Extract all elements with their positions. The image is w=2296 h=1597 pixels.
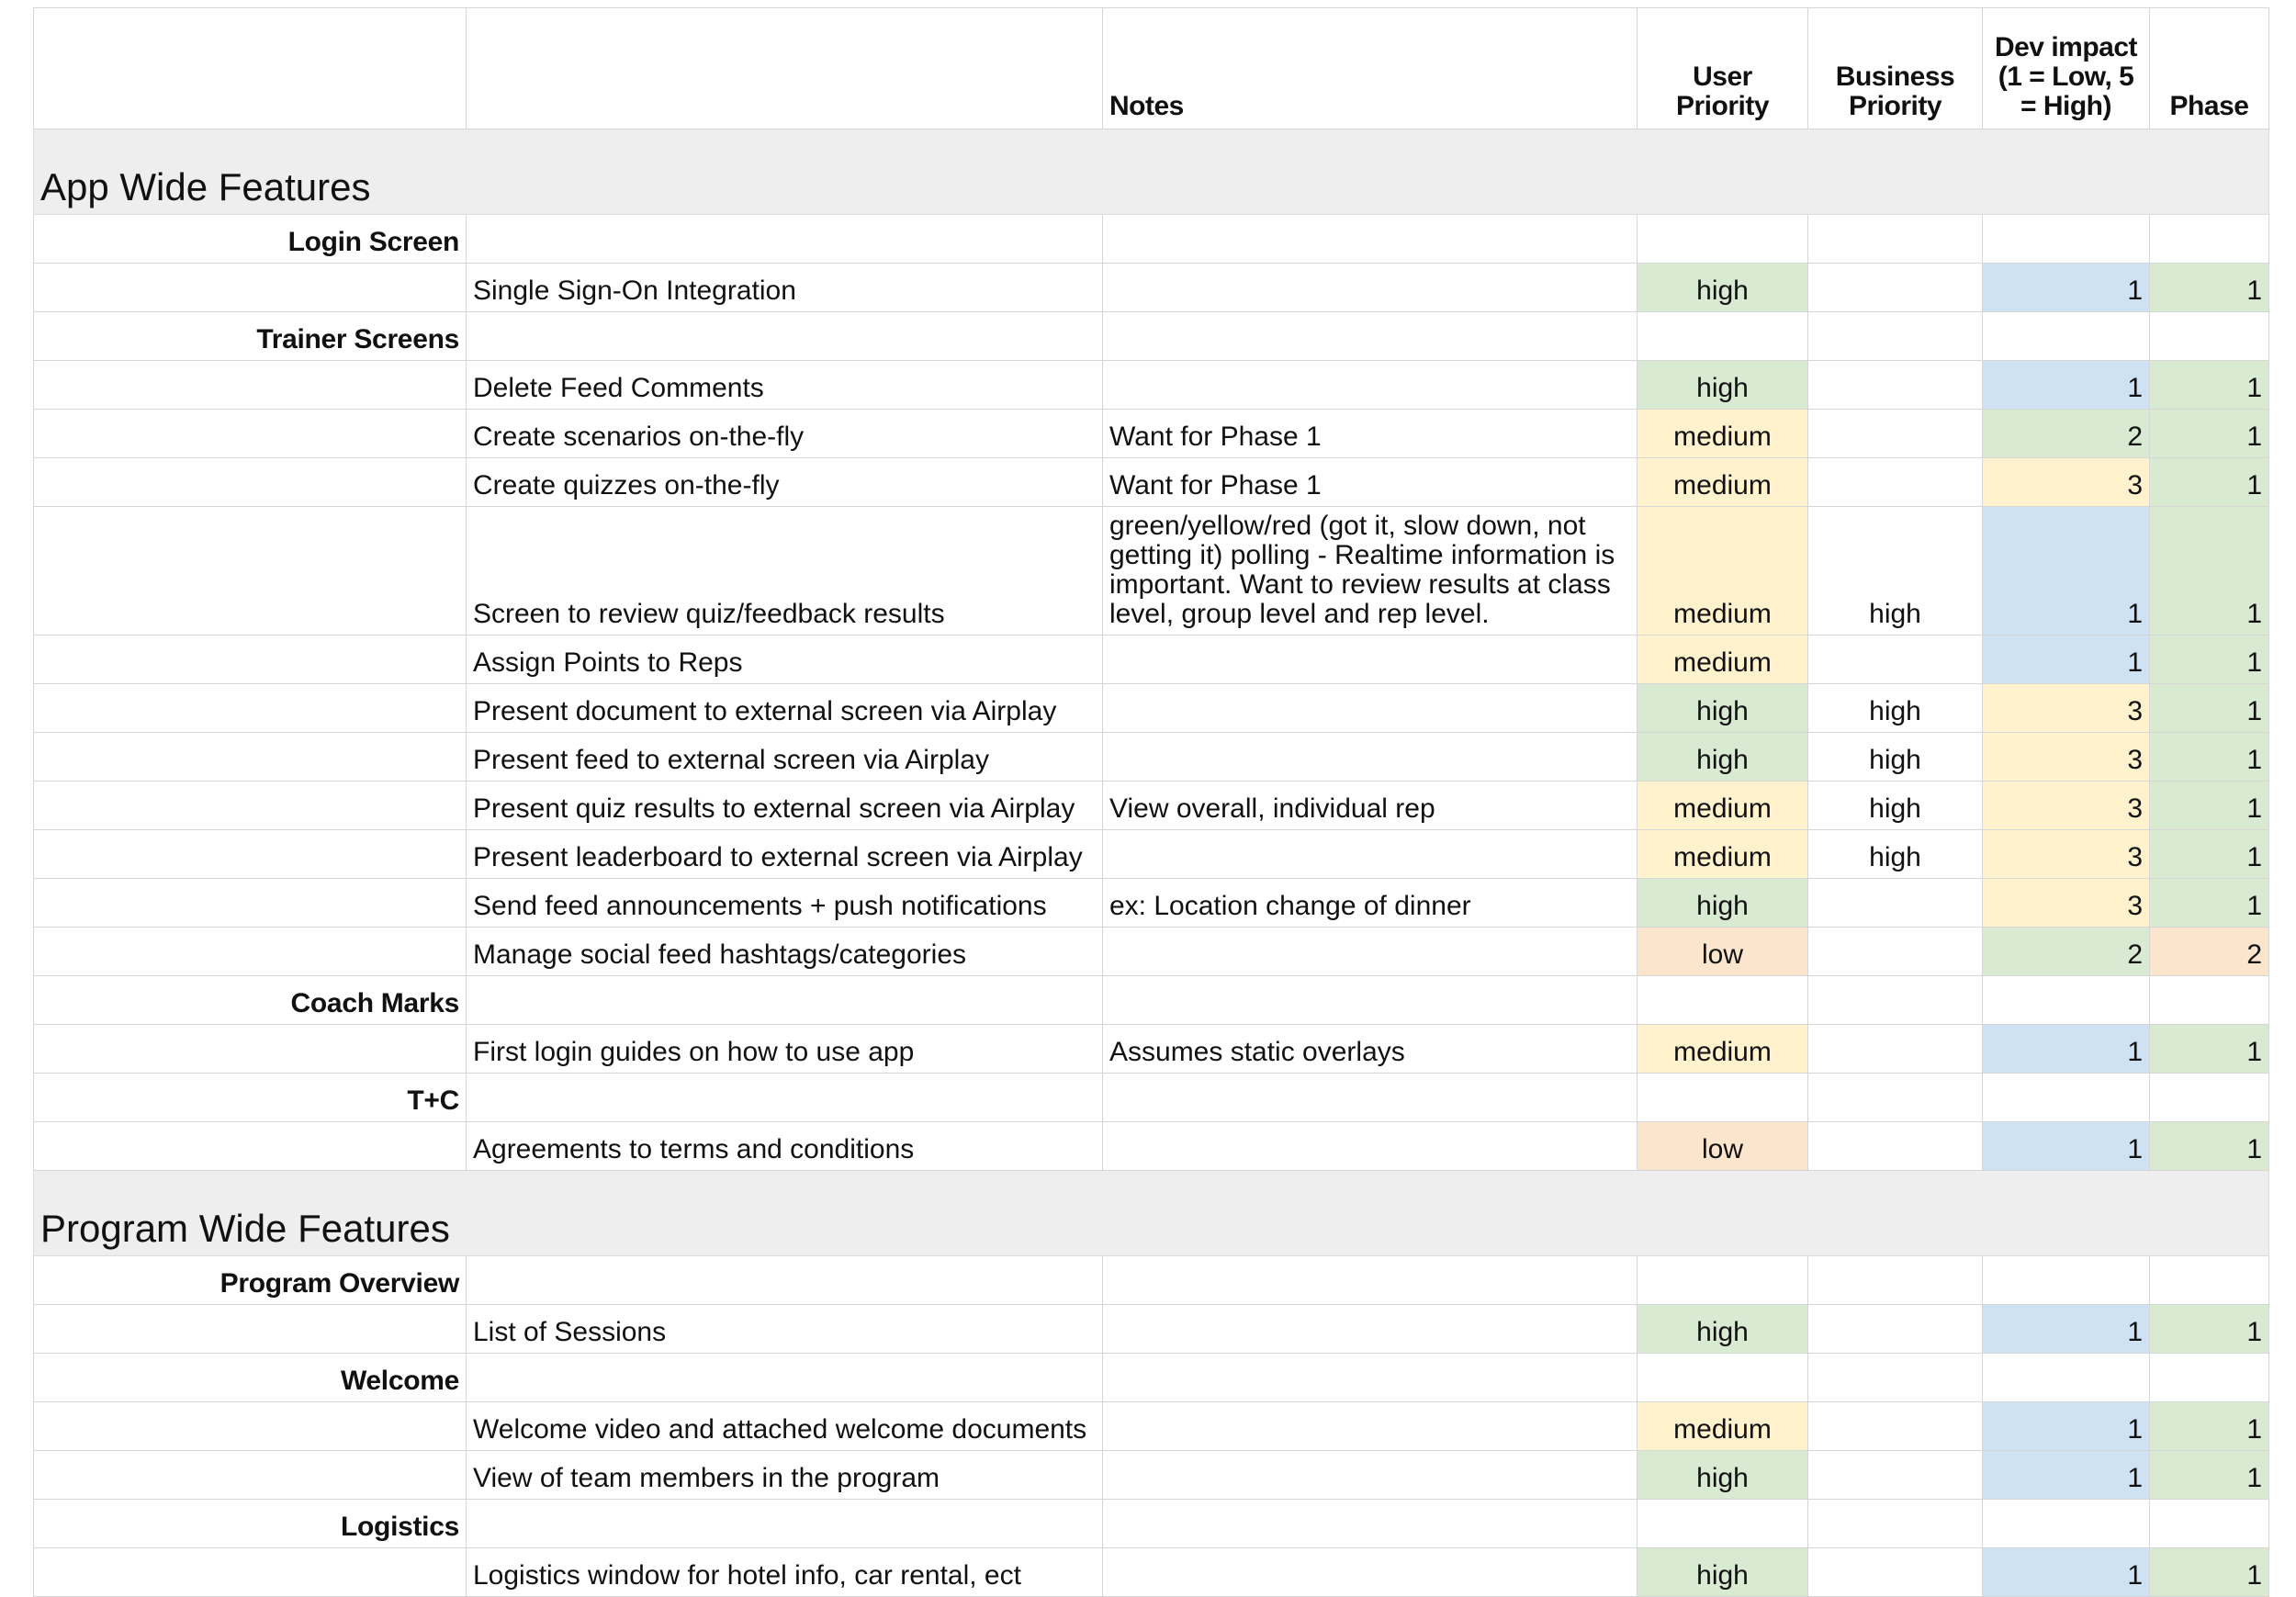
feature-row xyxy=(34,361,2269,410)
dev-impact-cell[interactable]: 1 xyxy=(1983,1402,2150,1451)
feature-notes[interactable] xyxy=(1103,928,1638,976)
group-row xyxy=(34,1074,2269,1122)
business-priority-cell[interactable] xyxy=(1808,264,1983,312)
feature-name[interactable]: Delete Feed Comments xyxy=(467,361,1103,410)
empty-cell[interactable] xyxy=(34,1305,467,1354)
empty-cell[interactable] xyxy=(34,1451,467,1500)
group-name[interactable]: Login Screen xyxy=(34,215,467,264)
dev-impact-cell[interactable]: 2 xyxy=(1983,410,2150,458)
group-row xyxy=(34,1256,2269,1305)
dev-impact-cell[interactable]: 1 xyxy=(1983,1025,2150,1074)
feature-notes[interactable] xyxy=(1103,635,1638,684)
empty-cell[interactable] xyxy=(2150,1074,2269,1122)
empty-cell[interactable] xyxy=(467,1074,1103,1122)
business-priority-cell[interactable] xyxy=(1808,1548,1983,1597)
feature-name[interactable]: List of Sessions xyxy=(467,1305,1103,1354)
header-cell-empty[interactable] xyxy=(467,8,1103,129)
group-row xyxy=(34,215,2269,264)
dev-impact-cell[interactable]: 3 xyxy=(1983,684,2150,733)
feature-notes[interactable] xyxy=(1103,1402,1638,1451)
feature-name[interactable]: Manage social feed hashtags/categories xyxy=(467,928,1103,976)
feature-row xyxy=(34,1122,2269,1171)
empty-cell[interactable] xyxy=(1808,976,1983,1025)
user-priority-cell[interactable]: medium xyxy=(1638,782,1808,830)
feature-row xyxy=(34,1451,2269,1500)
feature-name[interactable]: Present leaderboard to external screen via Airplay xyxy=(467,830,1103,879)
empty-cell[interactable] xyxy=(2150,215,2269,264)
feature-name[interactable]: Send feed announcements + push notifications xyxy=(467,879,1103,928)
feature-row xyxy=(34,928,2269,976)
dev-impact-cell[interactable]: 1 xyxy=(1983,507,2150,635)
empty-cell[interactable] xyxy=(1638,1256,1808,1305)
business-priority-cell[interactable] xyxy=(1808,361,1983,410)
empty-cell[interactable] xyxy=(1808,1500,1983,1548)
feature-notes[interactable] xyxy=(1103,1122,1638,1171)
feature-name[interactable]: Screen to review quiz/feedback results xyxy=(467,507,1103,635)
header-notes[interactable]: Notes xyxy=(1103,8,1638,129)
feature-notes[interactable]: green/yellow/red (got it, slow down, not getting it) polling - Realtime information is important. Want to review results at class level, group level and rep level. xyxy=(1103,507,1638,635)
feature-row xyxy=(34,635,2269,684)
empty-cell[interactable] xyxy=(1638,976,1808,1025)
dev-impact-cell[interactable]: 3 xyxy=(1983,782,2150,830)
empty-cell[interactable] xyxy=(34,361,467,410)
header-dev-impact[interactable]: Dev impact (1 = Low, 5 = High) xyxy=(1983,8,2150,129)
empty-cell[interactable] xyxy=(1638,1500,1808,1548)
business-priority-cell[interactable] xyxy=(1808,1451,1983,1500)
feature-notes[interactable]: Want for Phase 1 xyxy=(1103,458,1638,507)
feature-row xyxy=(34,1025,2269,1074)
empty-cell[interactable] xyxy=(34,1025,467,1074)
feature-spreadsheet xyxy=(33,7,2269,1597)
phase-cell[interactable]: 1 xyxy=(2150,1451,2269,1500)
empty-cell[interactable] xyxy=(1808,1256,1983,1305)
empty-cell[interactable] xyxy=(1103,976,1638,1025)
feature-name[interactable]: Agreements to terms and conditions xyxy=(467,1122,1103,1171)
feature-row xyxy=(34,830,2269,879)
user-priority-cell[interactable]: high xyxy=(1638,361,1808,410)
dev-impact-cell[interactable]: 3 xyxy=(1983,733,2150,782)
feature-row xyxy=(34,733,2269,782)
phase-cell[interactable]: 1 xyxy=(2150,1305,2269,1354)
group-row xyxy=(34,312,2269,361)
user-priority-cell[interactable]: medium xyxy=(1638,410,1808,458)
user-priority-cell[interactable]: medium xyxy=(1638,635,1808,684)
group-name[interactable]: Coach Marks xyxy=(34,976,467,1025)
phase-cell[interactable]: 1 xyxy=(2150,635,2269,684)
feature-row xyxy=(34,264,2269,312)
phase-cell[interactable]: 1 xyxy=(2150,507,2269,635)
empty-cell[interactable] xyxy=(467,312,1103,361)
empty-cell[interactable] xyxy=(1638,312,1808,361)
business-priority-cell[interactable] xyxy=(1808,928,1983,976)
feature-notes[interactable]: ex: Location change of dinner xyxy=(1103,879,1638,928)
business-priority-cell[interactable]: high xyxy=(1808,830,1983,879)
empty-cell[interactable] xyxy=(34,782,467,830)
dev-impact-cell[interactable]: 2 xyxy=(1983,928,2150,976)
feature-notes[interactable] xyxy=(1103,361,1638,410)
header-row xyxy=(34,8,2269,129)
section-row xyxy=(34,1171,2269,1256)
section-row xyxy=(34,129,2269,215)
user-priority-cell[interactable]: low xyxy=(1638,928,1808,976)
group-name[interactable]: T+C xyxy=(34,1074,467,1122)
header-user-priority[interactable]: User Priority xyxy=(1638,8,1808,129)
business-priority-cell[interactable] xyxy=(1808,635,1983,684)
feature-name[interactable]: Present feed to external screen via Airplay xyxy=(467,733,1103,782)
user-priority-cell[interactable]: high xyxy=(1638,879,1808,928)
empty-cell[interactable] xyxy=(34,1548,467,1597)
business-priority-cell[interactable] xyxy=(1808,1122,1983,1171)
feature-name[interactable]: Welcome video and attached welcome documents xyxy=(467,1402,1103,1451)
dev-impact-cell[interactable]: 1 xyxy=(1983,1451,2150,1500)
empty-cell[interactable] xyxy=(1103,1256,1638,1305)
phase-cell[interactable]: 1 xyxy=(2150,684,2269,733)
empty-cell[interactable] xyxy=(1983,215,2150,264)
empty-cell[interactable] xyxy=(34,410,467,458)
feature-notes[interactable] xyxy=(1103,264,1638,312)
empty-cell[interactable] xyxy=(34,830,467,879)
feature-row xyxy=(34,507,2269,635)
feature-row xyxy=(34,410,2269,458)
empty-cell[interactable] xyxy=(34,879,467,928)
empty-cell[interactable] xyxy=(34,1402,467,1451)
empty-cell[interactable] xyxy=(1638,1354,1808,1402)
group-row xyxy=(34,1354,2269,1402)
empty-cell[interactable] xyxy=(1103,215,1638,264)
dev-impact-cell[interactable]: 3 xyxy=(1983,830,2150,879)
feature-notes[interactable] xyxy=(1103,830,1638,879)
feature-row xyxy=(34,684,2269,733)
feature-notes[interactable] xyxy=(1103,1305,1638,1354)
empty-cell[interactable] xyxy=(1103,312,1638,361)
empty-cell[interactable] xyxy=(467,976,1103,1025)
user-priority-cell[interactable]: high xyxy=(1638,1548,1808,1597)
feature-name[interactable]: Present document to external screen via Airplay xyxy=(467,684,1103,733)
business-priority-cell[interactable]: high xyxy=(1808,507,1983,635)
business-priority-cell[interactable]: high xyxy=(1808,733,1983,782)
business-priority-cell[interactable] xyxy=(1808,1025,1983,1074)
phase-cell[interactable]: 2 xyxy=(2150,928,2269,976)
phase-cell[interactable]: 1 xyxy=(2150,879,2269,928)
header-business-priority[interactable]: Business Priority xyxy=(1808,8,1983,129)
feature-notes[interactable]: Assumes static overlays xyxy=(1103,1025,1638,1074)
header-cell-empty[interactable] xyxy=(34,8,467,129)
feature-row xyxy=(34,1402,2269,1451)
empty-cell[interactable] xyxy=(1983,976,2150,1025)
user-priority-cell[interactable]: medium xyxy=(1638,1402,1808,1451)
phase-cell[interactable]: 1 xyxy=(2150,458,2269,507)
empty-cell[interactable] xyxy=(1983,1074,2150,1122)
empty-cell[interactable] xyxy=(34,928,467,976)
business-priority-cell[interactable] xyxy=(1808,879,1983,928)
empty-cell[interactable] xyxy=(1983,1354,2150,1402)
dev-impact-cell[interactable]: 1 xyxy=(1983,1305,2150,1354)
feature-row xyxy=(34,782,2269,830)
user-priority-cell[interactable]: high xyxy=(1638,684,1808,733)
dev-impact-cell[interactable]: 1 xyxy=(1983,264,2150,312)
empty-cell[interactable] xyxy=(1808,215,1983,264)
feature-notes[interactable]: View overall, individual rep xyxy=(1103,782,1638,830)
empty-cell[interactable] xyxy=(1983,1256,2150,1305)
group-name[interactable]: Trainer Screens xyxy=(34,312,467,361)
group-row xyxy=(34,976,2269,1025)
header-phase[interactable]: Phase xyxy=(2150,8,2269,129)
empty-cell[interactable] xyxy=(467,1256,1103,1305)
section-title[interactable]: Program Wide Features xyxy=(34,1171,2269,1256)
business-priority-cell[interactable] xyxy=(1808,1402,1983,1451)
empty-cell[interactable] xyxy=(34,507,467,635)
empty-cell[interactable] xyxy=(1103,1074,1638,1122)
user-priority-cell[interactable]: high xyxy=(1638,264,1808,312)
feature-row xyxy=(34,458,2269,507)
phase-cell[interactable]: 1 xyxy=(2150,410,2269,458)
empty-cell[interactable] xyxy=(1103,1354,1638,1402)
empty-cell[interactable] xyxy=(1808,1074,1983,1122)
user-priority-cell[interactable]: high xyxy=(1638,733,1808,782)
empty-cell[interactable] xyxy=(2150,976,2269,1025)
dev-impact-cell[interactable]: 3 xyxy=(1983,879,2150,928)
empty-cell[interactable] xyxy=(34,264,467,312)
empty-cell[interactable] xyxy=(34,458,467,507)
feature-notes[interactable] xyxy=(1103,684,1638,733)
empty-cell[interactable] xyxy=(1808,1354,1983,1402)
feature-notes[interactable] xyxy=(1103,1548,1638,1597)
feature-name[interactable]: Create quizzes on-the-fly xyxy=(467,458,1103,507)
feature-name[interactable]: First login guides on how to use app xyxy=(467,1025,1103,1074)
empty-cell[interactable] xyxy=(1103,1500,1638,1548)
user-priority-cell[interactable]: medium xyxy=(1638,1025,1808,1074)
feature-row xyxy=(34,1548,2269,1597)
phase-cell[interactable]: 1 xyxy=(2150,1122,2269,1171)
user-priority-cell[interactable]: medium xyxy=(1638,830,1808,879)
dev-impact-cell[interactable]: 1 xyxy=(1983,1548,2150,1597)
group-name[interactable]: Logistics xyxy=(34,1500,467,1548)
empty-cell[interactable] xyxy=(467,1500,1103,1548)
dev-impact-cell[interactable]: 3 xyxy=(1983,458,2150,507)
business-priority-cell[interactable] xyxy=(1808,1305,1983,1354)
empty-cell[interactable] xyxy=(34,733,467,782)
empty-cell[interactable] xyxy=(2150,1500,2269,1548)
empty-cell[interactable] xyxy=(1638,1074,1808,1122)
empty-cell[interactable] xyxy=(1808,312,1983,361)
user-priority-cell[interactable]: high xyxy=(1638,1305,1808,1354)
user-priority-cell[interactable]: high xyxy=(1638,1451,1808,1500)
phase-cell[interactable]: 1 xyxy=(2150,361,2269,410)
empty-cell[interactable] xyxy=(34,684,467,733)
feature-name[interactable]: View of team members in the program xyxy=(467,1451,1103,1500)
empty-cell[interactable] xyxy=(2150,1354,2269,1402)
business-priority-cell[interactable] xyxy=(1808,458,1983,507)
empty-cell[interactable] xyxy=(1638,215,1808,264)
feature-notes[interactable] xyxy=(1103,733,1638,782)
user-priority-cell[interactable]: low xyxy=(1638,1122,1808,1171)
empty-cell[interactable] xyxy=(2150,312,2269,361)
business-priority-cell[interactable]: high xyxy=(1808,684,1983,733)
empty-cell[interactable] xyxy=(1983,312,2150,361)
feature-notes[interactable] xyxy=(1103,1451,1638,1500)
empty-cell[interactable] xyxy=(467,1354,1103,1402)
feature-name[interactable]: Logistics window for hotel info, car rental, ect xyxy=(467,1548,1103,1597)
dev-impact-cell[interactable]: 1 xyxy=(1983,635,2150,684)
feature-notes[interactable]: Want for Phase 1 xyxy=(1103,410,1638,458)
phase-cell[interactable]: 1 xyxy=(2150,733,2269,782)
dev-impact-cell[interactable]: 1 xyxy=(1983,1122,2150,1171)
phase-cell[interactable]: 1 xyxy=(2150,264,2269,312)
feature-row xyxy=(34,879,2269,928)
phase-cell[interactable]: 1 xyxy=(2150,782,2269,830)
group-name[interactable]: Welcome xyxy=(34,1354,467,1402)
group-name[interactable]: Program Overview xyxy=(34,1256,467,1305)
empty-cell[interactable] xyxy=(1983,1500,2150,1548)
phase-cell[interactable]: 1 xyxy=(2150,830,2269,879)
empty-cell[interactable] xyxy=(34,1122,467,1171)
group-row xyxy=(34,1500,2269,1548)
empty-cell[interactable] xyxy=(34,635,467,684)
feature-row xyxy=(34,1305,2269,1354)
business-priority-cell[interactable] xyxy=(1808,410,1983,458)
phase-cell[interactable]: 1 xyxy=(2150,1402,2269,1451)
phase-cell[interactable]: 1 xyxy=(2150,1548,2269,1597)
business-priority-cell[interactable]: high xyxy=(1808,782,1983,830)
empty-cell[interactable] xyxy=(2150,1256,2269,1305)
user-priority-cell[interactable]: medium xyxy=(1638,458,1808,507)
phase-cell[interactable]: 1 xyxy=(2150,1025,2269,1074)
feature-name[interactable]: Create scenarios on-the-fly xyxy=(467,410,1103,458)
user-priority-cell[interactable]: medium xyxy=(1638,507,1808,635)
feature-name[interactable]: Assign Points to Reps xyxy=(467,635,1103,684)
empty-cell[interactable] xyxy=(467,215,1103,264)
section-title[interactable]: App Wide Features xyxy=(34,129,2269,215)
feature-name[interactable]: Single Sign-On Integration xyxy=(467,264,1103,312)
dev-impact-cell[interactable]: 1 xyxy=(1983,361,2150,410)
feature-name[interactable]: Present quiz results to external screen via Airplay xyxy=(467,782,1103,830)
